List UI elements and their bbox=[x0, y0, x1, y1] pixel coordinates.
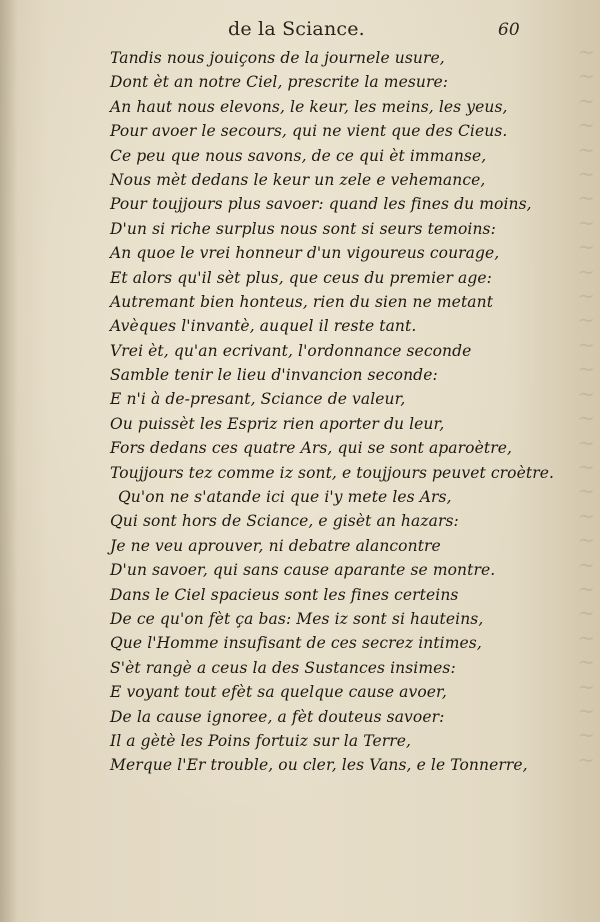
verse-line: Il a gètè les Poins fortuiz sur la Terre, bbox=[110, 731, 412, 750]
verse-line: An quoe le vrei honneur d'un vigoureus courage, bbox=[110, 244, 500, 263]
verse-line: Dans le Ciel spacieus sont les fines certeins bbox=[110, 585, 459, 604]
verse-line: Fors dedans ces quatre Ars, qui se sont aparoètre, bbox=[110, 439, 513, 458]
verse-line: S'èt rangè a ceus la des Sustances insimes: bbox=[110, 658, 456, 677]
verse-line: Nous mèt dedans le keur un zele e vehemance, bbox=[110, 170, 486, 189]
verse-line: An haut nous elevons, le keur, les meins, les yeus, bbox=[110, 97, 508, 116]
verse-line: D'un savoer, qui sans cause aparante se montre. bbox=[110, 561, 496, 580]
verse-line: Pour avoer le secours, qui ne vient que des Cieus. bbox=[110, 122, 508, 141]
verse-line: Et alors qu'il sèt plus, que ceus du premier age: bbox=[110, 268, 492, 287]
verse-line: Qui sont hors de Sciance, e gisèt an hazars: bbox=[110, 512, 459, 531]
page-header bbox=[0, 18, 600, 46]
verse-line: Tandis nous jouiçons de la journele usure, bbox=[110, 49, 445, 67]
verse-block bbox=[110, 46, 555, 778]
bleed-through-texture: ~ ~ ~ ~ ~ ~ ~ ~ ~ ~ ~ ~ ~ ~ ~ ~ ~ ~ ~ ~ ~ ~ ~ ~ ~ ~ ~ ~ ~ ~ bbox=[577, 40, 595, 772]
verse-line: Avèques l'invantè, auquel il reste tant. bbox=[110, 317, 417, 336]
verse-line: Je ne veu aprouver, ni debatre alancontre bbox=[110, 536, 441, 555]
page-number: 60 bbox=[498, 20, 520, 40]
verse-line: Ou puissèt les Espriz rien aporter du leur, bbox=[110, 414, 445, 433]
verse-line: Que l'Homme insufisant de ces secrez intimes, bbox=[110, 634, 482, 653]
verse-line: E voyant tout efèt sa quelque cause avoer, bbox=[110, 683, 447, 702]
verse-line: Qu'on ne s'atande ici que i'y mete les Ars, bbox=[118, 488, 452, 507]
verse-line: Toujjours tez comme iz sont, e toujjours peuvet croètre. bbox=[110, 463, 555, 482]
running-title: de la Sciance. bbox=[228, 18, 365, 40]
verse-line: Autremant bien honteus, rien du sien ne metant bbox=[110, 292, 494, 311]
page-edge-shadow bbox=[0, 0, 18, 922]
verse-line: Dont èt an notre Ciel, prescrite la mesure: bbox=[110, 73, 449, 92]
verse-line: E n'i à de-presant, Sciance de valeur, bbox=[110, 390, 406, 409]
verse-line: Vrei èt, qu'an ecrivant, l'ordonnance seconde bbox=[110, 341, 472, 360]
verse-line: D'un si riche surplus nous sont si seurs temoins: bbox=[110, 219, 496, 238]
verse-line: Merque l'Er trouble, ou cler, les Vans, e le Tonnerre, bbox=[110, 756, 528, 775]
verse-line: De ce qu'on fèt ça bas: Mes iz sont si hauteins, bbox=[110, 609, 484, 628]
verse-line: Pour toujjours plus savoer: quand les fines du moins, bbox=[110, 195, 532, 214]
verse-line: Samble tenir le lieu d'invancion seconde: bbox=[110, 366, 438, 385]
verse-line: De la cause ignoree, a fèt douteus savoer: bbox=[110, 707, 445, 726]
verse-line: Ce peu que nous savons, de ce qui èt immanse, bbox=[110, 146, 487, 165]
